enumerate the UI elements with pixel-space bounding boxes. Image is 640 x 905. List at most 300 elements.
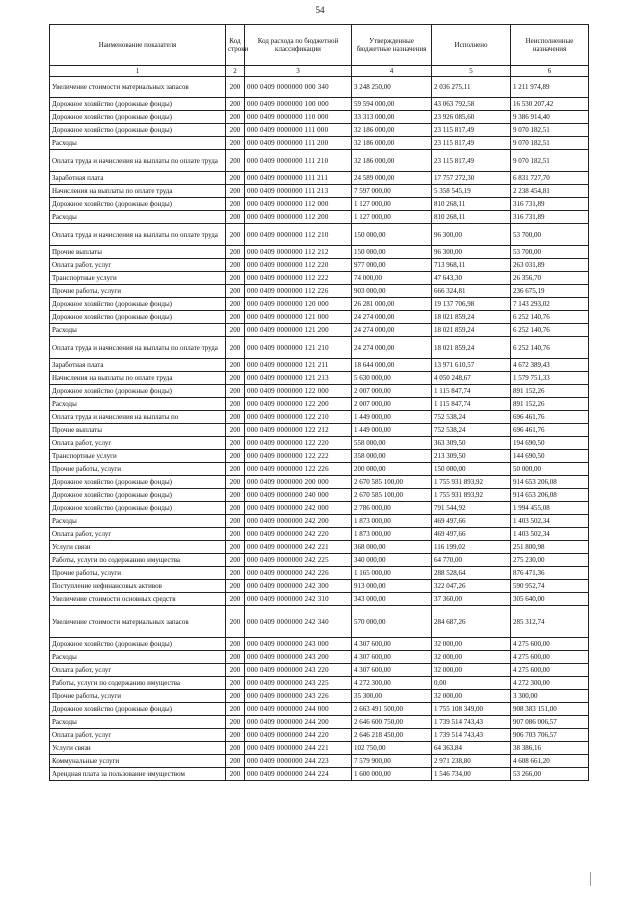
row-unexecuted: 696 461,76: [511, 424, 589, 437]
row-unexecuted: 236 675,19: [511, 285, 589, 298]
row-budget-code: 000 0409 0000000 121 213: [245, 372, 352, 385]
row-unexecuted: 4 275 600,00: [511, 651, 589, 664]
row-name: Прочие работы, услуги: [50, 285, 226, 298]
row-unexecuted: 53 700,00: [511, 224, 589, 246]
row-executed: 1 739 514 743,43: [432, 716, 511, 729]
row-name: Коммунальные услуги: [50, 755, 226, 768]
row-name: Прочие работы, услуги: [50, 463, 226, 476]
row-budget-code: 000 0409 0000000 111 200: [245, 137, 352, 150]
row-budget-code: 000 0409 0000000 122 222: [245, 450, 352, 463]
row-executed: 13 971 610,57: [432, 359, 511, 372]
row-name: Расходы: [50, 211, 226, 224]
row-name: Дорожное хозяйство (дорожные фонды): [50, 198, 226, 211]
row-approved: 74 000,00: [352, 272, 432, 285]
row-line-code: 200: [226, 285, 245, 298]
row-budget-code: 000 0409 0000000 244 000: [245, 703, 352, 716]
row-line-code: 200: [226, 259, 245, 272]
row-name: Оплата труда и начисления на выплаты по оплате труда: [50, 337, 226, 359]
row-approved: 2 786 000,00: [352, 502, 432, 515]
row-executed: 752 538,24: [432, 411, 511, 424]
row-line-code: 200: [226, 272, 245, 285]
row-budget-code: 000 0409 0000000 111 211: [245, 172, 352, 185]
table-row: [50, 311, 589, 324]
header-approved: Утвержденные бюджетные назначения: [352, 25, 432, 66]
table-row: [50, 716, 589, 729]
table-row: [50, 211, 589, 224]
table-row: [50, 580, 589, 593]
row-executed: 288 528,64: [432, 567, 511, 580]
row-approved: 32 186 000,00: [352, 124, 432, 137]
header-row: [50, 25, 589, 66]
row-approved: 358 000,00: [352, 450, 432, 463]
table-row: [50, 137, 589, 150]
row-budget-code: 000 0409 0000000 112 212: [245, 246, 352, 259]
row-approved: 32 186 000,00: [352, 137, 432, 150]
row-approved: 1 873 000,00: [352, 515, 432, 528]
row-executed: 791 544,92: [432, 502, 511, 515]
page-number: 54: [315, 5, 325, 15]
row-approved: 903 000,00: [352, 285, 432, 298]
table-row: [50, 172, 589, 185]
row-unexecuted: 6 252 140,76: [511, 311, 589, 324]
row-budget-code: 000 0409 0000000 122 210: [245, 411, 352, 424]
row-budget-code: 000 0409 0000000 244 223: [245, 755, 352, 768]
table-body: [50, 77, 589, 781]
row-unexecuted: 4 275 600,00: [511, 664, 589, 677]
row-name: Прочие работы, услуги: [50, 567, 226, 580]
row-line-code: 200: [226, 664, 245, 677]
row-line-code: 200: [226, 489, 245, 502]
row-executed: 363 309,50: [432, 437, 511, 450]
row-name: Увеличение стоимости материальных запасов: [50, 77, 226, 98]
row-line-code: 200: [226, 567, 245, 580]
row-line-code: 200: [226, 77, 245, 98]
row-line-code: 200: [226, 638, 245, 651]
row-approved: 33 313 000,00: [352, 111, 432, 124]
row-line-code: 200: [226, 716, 245, 729]
table-row: [50, 150, 589, 172]
row-executed: 810 268,11: [432, 198, 511, 211]
table-row: [50, 664, 589, 677]
row-approved: 35 300,00: [352, 690, 432, 703]
row-unexecuted: 4 672 389,43: [511, 359, 589, 372]
row-executed: 18 021 859,24: [432, 311, 511, 324]
table-row: [50, 742, 589, 755]
row-approved: 1 127 000,00: [352, 211, 432, 224]
row-approved: 24 274 000,00: [352, 337, 432, 359]
row-line-code: 200: [226, 580, 245, 593]
table-row: [50, 337, 589, 359]
table-row: [50, 690, 589, 703]
table-row: [50, 198, 589, 211]
row-unexecuted: 194 690,50: [511, 437, 589, 450]
row-unexecuted: 1 994 455,08: [511, 502, 589, 515]
row-unexecuted: 53 266,00: [511, 768, 589, 781]
row-approved: 59 594 000,00: [352, 98, 432, 111]
row-line-code: 200: [226, 742, 245, 755]
row-name: Увеличение стоимости основных средств: [50, 593, 226, 606]
row-executed: 23 115 817,49: [432, 137, 511, 150]
row-line-code: 200: [226, 450, 245, 463]
row-executed: 32 000,00: [432, 651, 511, 664]
row-budget-code: 000 0409 0000000 243 000: [245, 638, 352, 651]
row-budget-code: 000 0409 0000000 112 000: [245, 198, 352, 211]
row-approved: 200 000,00: [352, 463, 432, 476]
row-budget-code: 000 0409 0000000 242 310: [245, 593, 352, 606]
row-unexecuted: 53 700,00: [511, 246, 589, 259]
table-row: [50, 768, 589, 781]
row-budget-code: 000 0409 0000000 120 000: [245, 298, 352, 311]
row-executed: 5 358 545,19: [432, 185, 511, 198]
row-name: Арендная плата за пользование имуществом: [50, 768, 226, 781]
table-row: [50, 385, 589, 398]
row-budget-code: 000 0409 0000000 240 000: [245, 489, 352, 502]
row-name: Транспортные услуги: [50, 450, 226, 463]
row-executed: 752 538,24: [432, 424, 511, 437]
row-executed: 18 021 859,24: [432, 324, 511, 337]
row-line-code: 200: [226, 677, 245, 690]
row-line-code: 200: [226, 398, 245, 411]
row-name: Дорожное хозяйство (дорожные фонды): [50, 385, 226, 398]
row-unexecuted: 26 356,70: [511, 272, 589, 285]
header-unexecuted: Неисполненные назначения: [511, 25, 589, 66]
row-executed: 1 115 847,74: [432, 398, 511, 411]
row-executed: 1 755 931 893,92: [432, 476, 511, 489]
row-executed: 4 050 248,67: [432, 372, 511, 385]
row-line-code: 200: [226, 372, 245, 385]
table-row: [50, 272, 589, 285]
row-line-code: 200: [226, 541, 245, 554]
row-name: Дорожное хозяйство (дорожные фонды): [50, 98, 226, 111]
row-unexecuted: 9 070 182,51: [511, 124, 589, 137]
row-name: Оплата работ, услуг: [50, 528, 226, 541]
table-row: [50, 359, 589, 372]
budget-execution-table: [49, 24, 589, 781]
row-name: Прочие выплаты: [50, 424, 226, 437]
column-number: 6: [511, 66, 589, 77]
row-unexecuted: 2 238 454,81: [511, 185, 589, 198]
row-name: Дорожное хозяйство (дорожные фонды): [50, 476, 226, 489]
row-unexecuted: 144 690,50: [511, 450, 589, 463]
row-budget-code: 000 0409 0000000 112 222: [245, 272, 352, 285]
row-unexecuted: 4 275 600,00: [511, 638, 589, 651]
header-name: Наименование показателя: [50, 25, 226, 66]
row-line-code: 200: [226, 502, 245, 515]
row-name: Услуги связи: [50, 541, 226, 554]
row-unexecuted: 1 211 974,89: [511, 77, 589, 98]
table-row: [50, 246, 589, 259]
row-budget-code: 000 0409 0000000 111 000: [245, 124, 352, 137]
row-line-code: 200: [226, 337, 245, 359]
row-budget-code: 000 0409 0000000 242 300: [245, 580, 352, 593]
row-line-code: 200: [226, 246, 245, 259]
row-budget-code: 000 0409 0000000 244 200: [245, 716, 352, 729]
row-unexecuted: 275 230,00: [511, 554, 589, 567]
row-executed: 1 739 514 743,43: [432, 729, 511, 742]
row-approved: 24 589 000,00: [352, 172, 432, 185]
row-executed: 1 755 108 349,00: [432, 703, 511, 716]
row-budget-code: 000 0409 0000000 122 220: [245, 437, 352, 450]
row-unexecuted: 38 386,16: [511, 742, 589, 755]
row-executed: 1 755 931 893,92: [432, 489, 511, 502]
column-number-row: [50, 66, 589, 77]
row-name: Прочие работы, услуги: [50, 690, 226, 703]
row-line-code: 200: [226, 463, 245, 476]
row-budget-code: 000 0409 0000000 243 225: [245, 677, 352, 690]
row-line-code: 200: [226, 224, 245, 246]
row-unexecuted: 891 152,26: [511, 398, 589, 411]
row-budget-code: 000 0409 0000000 242 226: [245, 567, 352, 580]
row-approved: 24 274 000,00: [352, 324, 432, 337]
row-line-code: 200: [226, 211, 245, 224]
table-row: [50, 111, 589, 124]
row-executed: 23 115 817,49: [432, 124, 511, 137]
row-unexecuted: 305 640,00: [511, 593, 589, 606]
row-approved: 18 644 000,00: [352, 359, 432, 372]
row-approved: 7 597 000,00: [352, 185, 432, 198]
row-approved: 340 000,00: [352, 554, 432, 567]
row-budget-code: 000 0409 0000000 100 000: [245, 98, 352, 111]
row-unexecuted: 6 252 140,76: [511, 324, 589, 337]
table-row: [50, 567, 589, 580]
row-line-code: 200: [226, 411, 245, 424]
table-row: [50, 324, 589, 337]
row-executed: 32 000,00: [432, 664, 511, 677]
page-edge-mark: [590, 872, 591, 886]
row-unexecuted: 908 383 151,00: [511, 703, 589, 716]
row-budget-code: 000 0409 0000000 111 213: [245, 185, 352, 198]
row-approved: 1 600 000,00: [352, 768, 432, 781]
row-name: Увеличение стоимости материальных запасов: [50, 606, 226, 638]
row-name: Расходы: [50, 716, 226, 729]
row-executed: 116 199,02: [432, 541, 511, 554]
column-number: 1: [50, 66, 226, 77]
row-name: Начисления на выплаты по оплате труда: [50, 372, 226, 385]
row-budget-code: 000 0409 0000000 121 200: [245, 324, 352, 337]
row-unexecuted: 316 731,89: [511, 198, 589, 211]
row-budget-code: 000 0409 0000000 242 225: [245, 554, 352, 567]
row-unexecuted: 251 800,98: [511, 541, 589, 554]
row-unexecuted: 285 312,74: [511, 606, 589, 638]
row-budget-code: 000 0409 0000000 242 220: [245, 528, 352, 541]
row-name: Расходы: [50, 515, 226, 528]
row-approved: 26 281 000,00: [352, 298, 432, 311]
row-line-code: 200: [226, 651, 245, 664]
row-unexecuted: 263 031,89: [511, 259, 589, 272]
row-unexecuted: 914 653 206,08: [511, 476, 589, 489]
row-line-code: 200: [226, 593, 245, 606]
row-line-code: 200: [226, 198, 245, 211]
column-number: 3: [245, 66, 352, 77]
row-approved: 343 000,00: [352, 593, 432, 606]
row-approved: 2 663 491 500,00: [352, 703, 432, 716]
row-executed: 64 770,00: [432, 554, 511, 567]
row-executed: 43 063 792,58: [432, 98, 511, 111]
table-row: [50, 703, 589, 716]
column-number: 5: [432, 66, 511, 77]
row-name: Расходы: [50, 398, 226, 411]
row-line-code: 200: [226, 150, 245, 172]
row-budget-code: 000 0409 0000000 122 000: [245, 385, 352, 398]
table-row: [50, 651, 589, 664]
row-approved: 2 007 000,00: [352, 385, 432, 398]
row-name: Оплата работ, услуг: [50, 664, 226, 677]
table-row: [50, 124, 589, 137]
table-row: [50, 372, 589, 385]
row-unexecuted: 696 461,76: [511, 411, 589, 424]
row-budget-code: 000 0409 0000000 122 200: [245, 398, 352, 411]
row-line-code: 200: [226, 515, 245, 528]
row-approved: 2 670 585 100,00: [352, 489, 432, 502]
row-unexecuted: 6 831 727,70: [511, 172, 589, 185]
row-approved: 4 307 600,00: [352, 651, 432, 664]
row-approved: 24 274 000,00: [352, 311, 432, 324]
row-unexecuted: 316 731,89: [511, 211, 589, 224]
row-approved: 2 670 585 100,00: [352, 476, 432, 489]
row-executed: 469 497,66: [432, 528, 511, 541]
row-budget-code: 000 0409 0000000 112 220: [245, 259, 352, 272]
row-budget-code: 000 0409 0000000 242 221: [245, 541, 352, 554]
table-row: [50, 298, 589, 311]
row-unexecuted: 9 070 182,51: [511, 150, 589, 172]
row-budget-code: 000 0409 0000000 244 220: [245, 729, 352, 742]
table-row: [50, 593, 589, 606]
row-line-code: 200: [226, 476, 245, 489]
row-name: Дорожное хозяйство (дорожные фонды): [50, 489, 226, 502]
table-row: [50, 677, 589, 690]
row-name: Начисления на выплаты по оплате труда: [50, 185, 226, 198]
row-approved: 2 646 600 750,00: [352, 716, 432, 729]
row-name: Оплата труда и начисления на выплаты по оплате труда: [50, 150, 226, 172]
row-line-code: 200: [226, 124, 245, 137]
table-row: [50, 77, 589, 98]
row-unexecuted: 7 143 293,02: [511, 298, 589, 311]
row-line-code: 200: [226, 172, 245, 185]
row-executed: 2 036 275,11: [432, 77, 511, 98]
table-row: [50, 729, 589, 742]
row-approved: 913 000,00: [352, 580, 432, 593]
row-name: Расходы: [50, 324, 226, 337]
row-unexecuted: 1 403 502,34: [511, 515, 589, 528]
row-name: Дорожное хозяйство (дорожные фонды): [50, 311, 226, 324]
row-executed: 1 115 847,74: [432, 385, 511, 398]
row-approved: 5 630 000,00: [352, 372, 432, 385]
row-unexecuted: 1 403 502,34: [511, 528, 589, 541]
row-line-code: 200: [226, 311, 245, 324]
row-unexecuted: 3 300,00: [511, 690, 589, 703]
row-executed: 810 268,11: [432, 211, 511, 224]
row-name: Оплата труда и начисления на выплаты по оплате труда: [50, 224, 226, 246]
row-approved: 4 307 600,00: [352, 638, 432, 651]
table-row: [50, 554, 589, 567]
row-unexecuted: 6 252 140,76: [511, 337, 589, 359]
row-approved: 32 186 000,00: [352, 150, 432, 172]
table-row: [50, 450, 589, 463]
row-name: Оплата работ, услуг: [50, 437, 226, 450]
row-approved: 150 000,00: [352, 246, 432, 259]
row-executed: 18 021 859,24: [432, 337, 511, 359]
row-budget-code: 000 0409 0000000 110 000: [245, 111, 352, 124]
row-budget-code: 000 0409 0000000 112 226: [245, 285, 352, 298]
row-executed: 32 000,00: [432, 690, 511, 703]
table-row: [50, 398, 589, 411]
row-budget-code: 000 0409 0000000 122 226: [245, 463, 352, 476]
row-budget-code: 000 0409 0000000 000 340: [245, 77, 352, 98]
row-budget-code: 000 0409 0000000 121 000: [245, 311, 352, 324]
row-budget-code: 000 0409 0000000 200 000: [245, 476, 352, 489]
row-budget-code: 000 0409 0000000 243 220: [245, 664, 352, 677]
row-line-code: 200: [226, 137, 245, 150]
row-approved: 1 449 000,00: [352, 411, 432, 424]
row-line-code: 200: [226, 755, 245, 768]
row-name: Дорожное хозяйство (дорожные фонды): [50, 124, 226, 137]
row-line-code: 200: [226, 385, 245, 398]
row-line-code: 200: [226, 528, 245, 541]
table-row: [50, 476, 589, 489]
row-executed: 213 309,50: [432, 450, 511, 463]
row-line-code: 200: [226, 606, 245, 638]
row-name: Работы, услуги по содержанию имущества: [50, 554, 226, 567]
row-executed: 17 757 272,30: [432, 172, 511, 185]
row-budget-code: 000 0409 0000000 121 211: [245, 359, 352, 372]
row-executed: 32 000,00: [432, 638, 511, 651]
row-executed: 96 300,00: [432, 224, 511, 246]
row-name: Заработная плата: [50, 172, 226, 185]
row-line-code: 200: [226, 703, 245, 716]
row-budget-code: 000 0409 0000000 122 212: [245, 424, 352, 437]
table-row: [50, 224, 589, 246]
row-name: Заработная плата: [50, 359, 226, 372]
row-unexecuted: 4 272 300,00: [511, 677, 589, 690]
column-number: 2: [226, 66, 245, 77]
row-unexecuted: 906 703 706,57: [511, 729, 589, 742]
row-unexecuted: 907 086 006,57: [511, 716, 589, 729]
row-approved: 570 000,00: [352, 606, 432, 638]
table-row: [50, 437, 589, 450]
row-executed: 1 546 734,00: [432, 768, 511, 781]
row-name: Оплата работ, услуг: [50, 259, 226, 272]
table-row: [50, 463, 589, 476]
column-number: 4: [352, 66, 432, 77]
row-unexecuted: 9 070 182,51: [511, 137, 589, 150]
row-budget-code: 000 0409 0000000 243 200: [245, 651, 352, 664]
row-name: Поступление нефинансовых активов: [50, 580, 226, 593]
row-approved: 1 165 000,00: [352, 567, 432, 580]
row-line-code: 200: [226, 185, 245, 198]
row-approved: 1 449 000,00: [352, 424, 432, 437]
row-line-code: 200: [226, 111, 245, 124]
table-row: [50, 528, 589, 541]
table-row: [50, 411, 589, 424]
row-line-code: 200: [226, 554, 245, 567]
row-approved: 2 007 000,00: [352, 398, 432, 411]
row-executed: 0,00: [432, 677, 511, 690]
row-line-code: 200: [226, 424, 245, 437]
row-unexecuted: 4 608 661,20: [511, 755, 589, 768]
row-line-code: 200: [226, 729, 245, 742]
row-executed: 96 300,00: [432, 246, 511, 259]
row-unexecuted: 590 952,74: [511, 580, 589, 593]
row-approved: 558 000,00: [352, 437, 432, 450]
row-unexecuted: 914 653 206,08: [511, 489, 589, 502]
row-budget-code: 000 0409 0000000 244 224: [245, 768, 352, 781]
table-row: [50, 424, 589, 437]
row-executed: 150 000,00: [432, 463, 511, 476]
table-row: [50, 541, 589, 554]
row-budget-code: 000 0409 0000000 242 340: [245, 606, 352, 638]
row-line-code: 200: [226, 768, 245, 781]
table-row: [50, 502, 589, 515]
